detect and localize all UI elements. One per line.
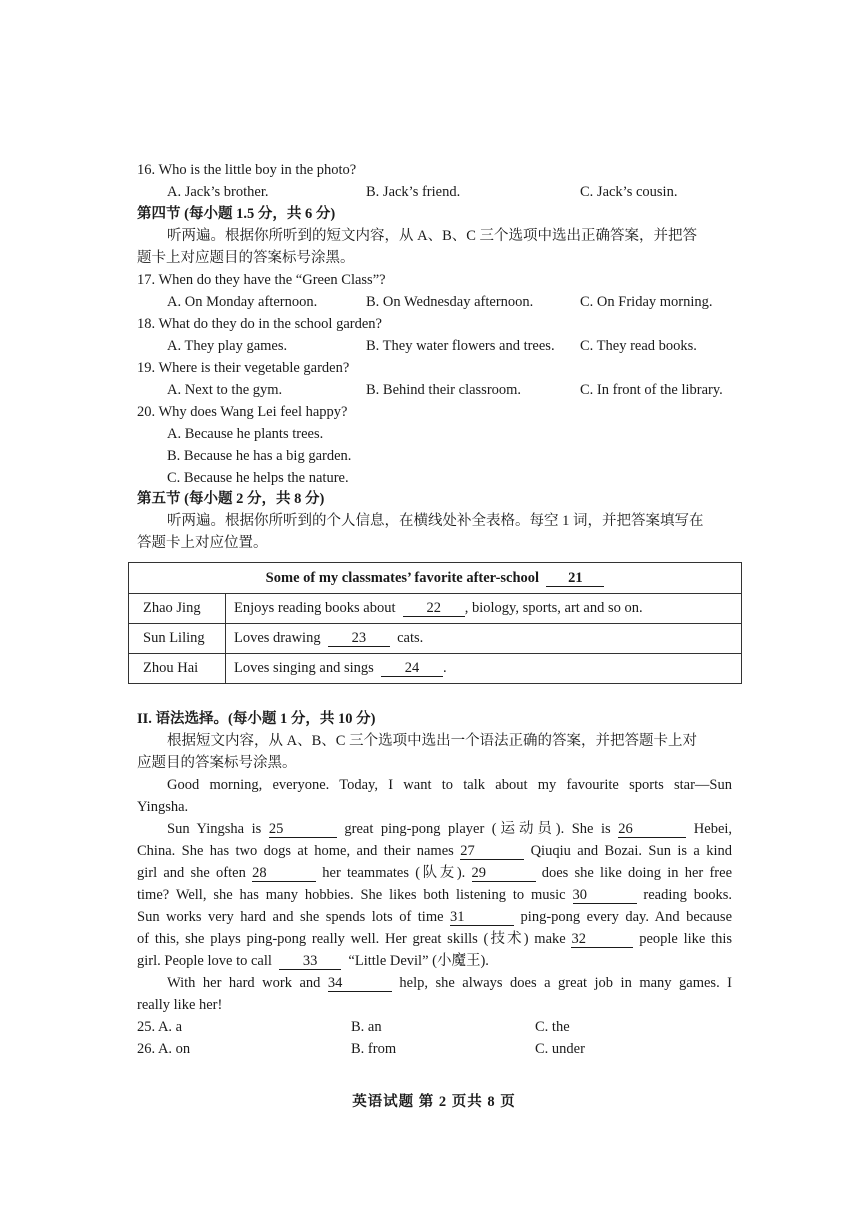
passage-line: [137, 885, 732, 905]
blank-31: 31: [450, 909, 514, 926]
passage-text: With her hard work and: [167, 975, 321, 991]
question-16-stem: 16. Who is the little boy in the photo?: [137, 162, 357, 178]
question-20-stem: 20. Why does Wang Lei feel happy?: [137, 404, 348, 420]
passage-text: Qiuqiu and Bozai. Sun is a kind: [530, 843, 732, 859]
question-18-option-c: C. They read books.: [580, 338, 697, 354]
table-info-text: , biology, sports, art and so on.: [464, 600, 643, 616]
table-row: [129, 654, 742, 684]
passage-line: [167, 819, 732, 839]
page-footer: 英语试题 第 2 页共 8 页: [352, 1094, 516, 1110]
table-info-text: .: [443, 660, 447, 676]
table-info-cell: [226, 624, 742, 654]
question-20-option-a: A. Because he plants trees.: [167, 426, 324, 442]
question-20-option-c: C. Because he helps the nature.: [167, 470, 349, 486]
passage-text: Sun Yingsha is: [167, 821, 262, 837]
question-17-option-c: C. On Friday morning.: [580, 294, 713, 310]
question-26-option-b: B. from: [351, 1041, 397, 1057]
passage-text: reading books.: [643, 887, 733, 903]
question-17-stem: 17. When do they have the “Green Class”?: [137, 272, 386, 288]
question-25-option-b: B. an: [351, 1019, 382, 1035]
passage-text: Sun works very hard and she spends lots of time: [137, 909, 444, 925]
table-info-text: Enjoys reading books about: [234, 600, 396, 616]
passage-text: her teammates (队友).: [322, 865, 466, 881]
question-26-option-a: 26. A. on: [137, 1041, 191, 1057]
question-16-option-b: B. Jack’s friend.: [366, 184, 461, 200]
question-17-option-a: A. On Monday afternoon.: [167, 294, 318, 310]
blank-28: 28: [252, 865, 316, 882]
passage-line: Good morning, everyone. Today, I want to talk about my favourite sports star—Sun: [167, 777, 732, 793]
table-header-cell: [129, 563, 742, 594]
passage-text: help, she always does a great job in many games. I: [399, 975, 733, 991]
blank-34: 34: [328, 975, 392, 992]
section-4-title: 第四节 (每小题 1.5 分，共 6 分): [137, 206, 336, 222]
blank-29: 29: [472, 865, 536, 882]
passage-line: [137, 951, 489, 971]
passage-line: Yingsha.: [137, 799, 189, 815]
passage-line: [137, 907, 732, 927]
question-25-option-a: 25. A. a: [137, 1019, 183, 1035]
blank-32: 32: [571, 931, 633, 948]
part-2-instruction-line1: 根据短文内容，从 A、B、C 三个选项中选出一个语法正确的答案，并把答题卡上对: [167, 733, 698, 749]
blank-30: 30: [573, 887, 637, 904]
question-16-option-a: A. Jack’s brother.: [167, 184, 269, 200]
question-17-option-b: B. On Wednesday afternoon.: [366, 294, 534, 310]
blank-22: 22: [403, 600, 465, 617]
section-4-instruction-line1: 听两遍。根据你所听到的短文内容，从 A、B、C 三个选项中选出正确答案，并把答: [167, 228, 698, 244]
table-name-cell: Zhao Jing: [129, 594, 226, 624]
passage-text: China. She has two dogs at home, and their names: [137, 843, 454, 859]
passage-line: [137, 841, 732, 861]
question-25-option-c: C. the: [535, 1019, 570, 1035]
passage-line: [167, 973, 732, 993]
passage-text: people like this: [639, 931, 733, 947]
table-info-text: Loves singing and sings: [234, 660, 374, 676]
table-header-row: [129, 563, 742, 594]
question-19-option-a: A. Next to the gym.: [167, 382, 283, 398]
question-19-option-c: C. In front of the library.: [580, 382, 723, 398]
blank-27: 27: [460, 843, 524, 860]
question-16-option-c: C. Jack’s cousin.: [580, 184, 678, 200]
passage-line: [137, 929, 732, 949]
section-4-instruction-line2: 题卡上对应题目的答案标号涂黑。: [137, 250, 355, 266]
blank-33: 33: [279, 953, 341, 970]
blank-23: 23: [328, 630, 390, 647]
blank-21: 21: [546, 570, 604, 587]
table-info-text: Loves drawing: [234, 630, 321, 646]
passage-text: time? Well, she has many hobbies. She likes both listening to music: [137, 887, 566, 903]
table-info-text: cats.: [397, 630, 424, 646]
question-26-option-c: C. under: [535, 1041, 585, 1057]
table-name-cell: Sun Liling: [129, 624, 226, 654]
passage-text: ping-pong every day. And because: [520, 909, 733, 925]
info-table: [128, 562, 742, 684]
passage-text: Hebei,: [693, 821, 733, 837]
passage-line: [137, 863, 732, 883]
part-2-title: II. 语法选择。(每小题 1 分，共 10 分): [137, 711, 376, 727]
blank-24: 24: [381, 660, 443, 677]
table-info-cell: [226, 654, 742, 684]
table-row: [129, 594, 742, 624]
passage-text: girl and she often: [137, 865, 246, 881]
question-18-option-b: B. They water flowers and trees.: [366, 338, 555, 354]
passage-line: really like her!: [137, 997, 223, 1013]
section-5-instruction-line2: 答题卡上对应位置。: [137, 535, 268, 551]
question-18-option-a: A. They play games.: [167, 338, 288, 354]
question-19-option-b: B. Behind their classroom.: [366, 382, 522, 398]
table-header-text: Some of my classmates’ favorite after-school: [265, 569, 540, 586]
passage-text: of this, she plays ping-pong really well. Her great skills (技术) make: [137, 931, 566, 947]
passage-text: does she like doing in her free: [541, 865, 733, 881]
question-19-stem: 19. Where is their vegetable garden?: [137, 360, 350, 376]
table-info-cell: [226, 594, 742, 624]
blank-25: 25: [269, 821, 337, 838]
passage-text: “Little Devil” (小魔王).: [348, 953, 489, 969]
passage-text: great ping-pong player (运动员). She is: [344, 821, 611, 837]
question-20-option-b: B. Because he has a big garden.: [167, 448, 352, 464]
table-name-cell: Zhou Hai: [129, 654, 226, 684]
table-row: [129, 624, 742, 654]
blank-26: 26: [618, 821, 686, 838]
section-5-instruction-line1: 听两遍。根据你所听到的个人信息，在横线处补全表格。每空 1 词，并把答案填写在: [167, 513, 704, 529]
part-2-instruction-line2: 应题目的答案标号涂黑。: [137, 755, 297, 771]
section-5-title: 第五节 (每小题 2 分，共 8 分): [137, 491, 325, 507]
question-18-stem: 18. What do they do in the school garden?: [137, 316, 382, 332]
passage-text: girl. People love to call: [137, 953, 272, 969]
